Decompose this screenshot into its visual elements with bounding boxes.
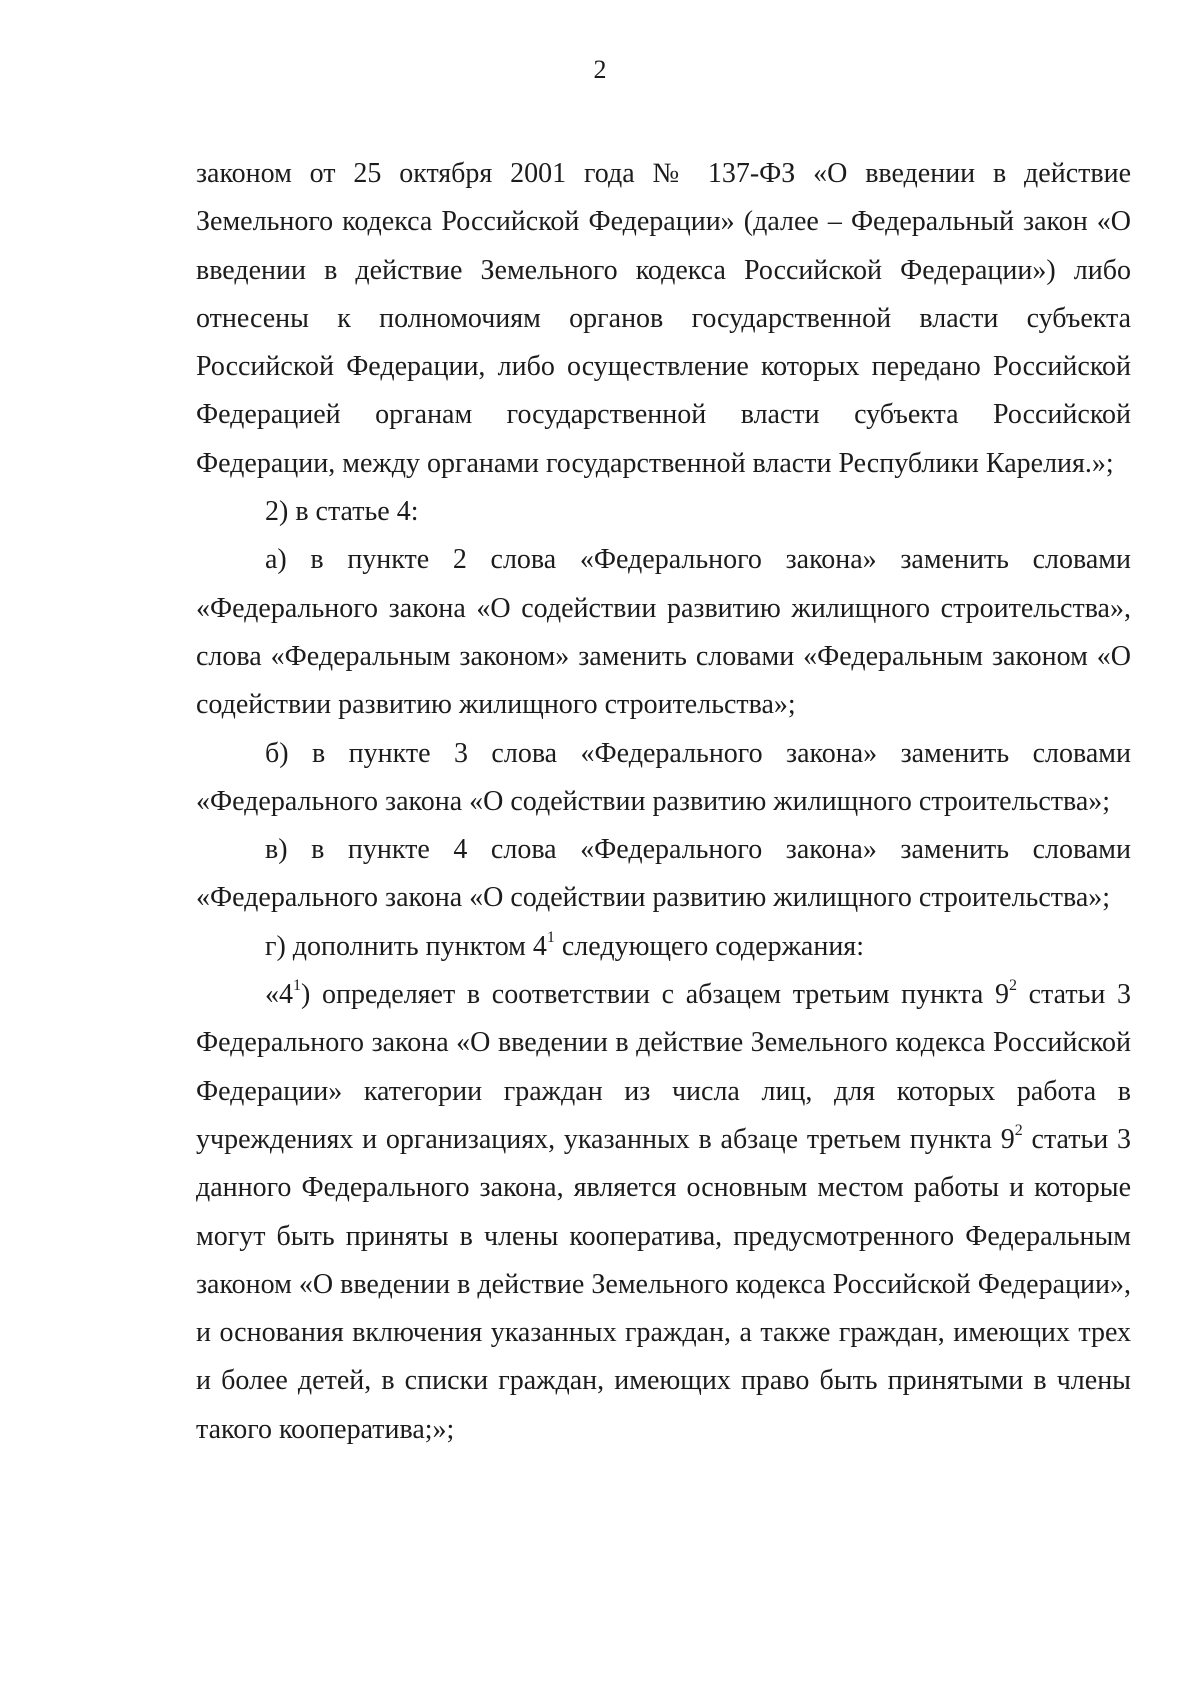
text-run: статьи 3 Федерального закона «О введении в действие Земельного кодекса Российской Федерации» категории граждан из числа лиц, для которых работа в учреждениях и организациях, указанных в абзаце третьем пункта 9 <box>196 979 1131 1155</box>
page-number: 2 <box>593 55 607 84</box>
text-run: ) определяет в соответствии с абзацем третьим пункта 9 <box>301 979 1009 1011</box>
paragraph-subitem-b: б) в пункте 3 слова «Федерального закона» заменить словами «Федерального закона «О содействии развитию жилищного строительства»; <box>196 737 1131 817</box>
paragraph-subitem-v: в) в пункте 4 слова «Федерального закона» заменить словами «Федерального закона «О содействии развитию жилищного строительства»; <box>196 834 1131 914</box>
document-body <box>196 150 1131 1454</box>
paragraph-continuation: законом от 25 октября 2001 года № 137-ФЗ «О введении в действие Земельного кодекса Российской Федерации» (далее – Федеральный закон «О введении в действие Земельного кодекса Российской Федерации») либо отнесены к полномочиям органов государственной власти субъекта Российской Федерации, либо осуществление которых передано Российской Федерацией органам государственной власти субъекта Российской Федерации, между органами государственной власти Республики Карелия.»; <box>196 158 1131 479</box>
superscript: 1 <box>293 977 301 995</box>
text-run: «4 <box>265 979 293 1011</box>
superscript: 2 <box>1014 1121 1023 1139</box>
paragraph-new-item-4-1 <box>196 971 1131 1454</box>
superscript: 2 <box>1008 977 1017 995</box>
text-run: статьи 3 данного Федерального закона, является основным местом работы и которые могут быть приняты в члены кооператива, предусмотренного Федеральным законом «О введении в действие Земельного кодекса Российской Федерации», и основания включения указанных граждан, а также граждан, имеющих трех и более детей, в списки граждан, имеющих право быть принятыми в члены такого кооператива;»; <box>196 1123 1131 1445</box>
paragraph-subitem-a: а) в пункте 2 слова «Федерального закона» заменить словами «Федерального закона «О содействии развитию жилищного строительства», слова «Федеральным законом» заменить словами «Федеральным законом «О содействии развитию жилищного строительства»; <box>196 544 1131 721</box>
text-run: г) дополнить пунктом 4 <box>265 930 547 962</box>
paragraph-subitem-g <box>196 923 1131 971</box>
paragraph-item-2: 2) в статье 4: <box>265 496 419 528</box>
superscript: 1 <box>546 928 555 946</box>
text-run: следующего содержания: <box>554 930 864 962</box>
